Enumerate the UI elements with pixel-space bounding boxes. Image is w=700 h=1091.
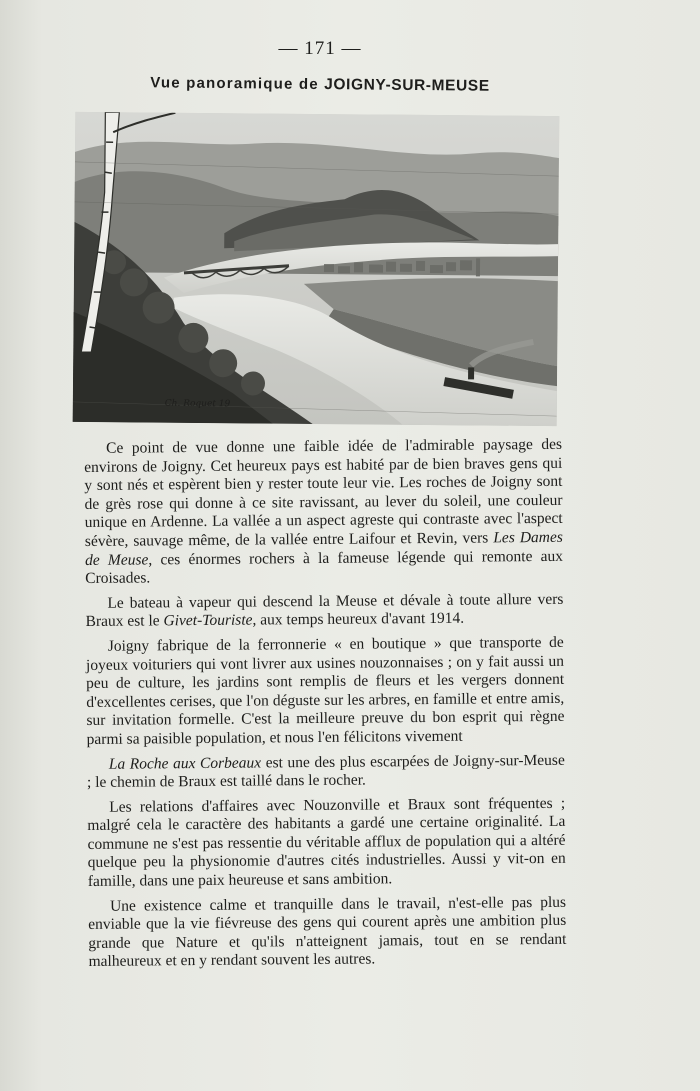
title-prefix: Vue panoramique de <box>150 74 319 93</box>
paragraph-6: Une existence calme et tranquille dans le travail, n'est-elle pas plus enviable que la vie fiévreuse des gens qui courent après une ambition plus grande que Nature et qu'ils n'atteignent jamais, tout en se rendant malheureux et en y rendant souvent les autres. <box>88 893 567 971</box>
page-number: — 171 — <box>278 38 362 59</box>
paragraph-5: Les relations d'affaires avec Nouzonville et Braux sont fréquentes ; malgré cela le caractère des habitants a gardé une certaine originalité. La commune ne s'est pas ressentie du véritable afflux de population qui a altéré quelque peu la physionomie d'autres cités industrielles. Aussi y vit-on en famille, dans une paix heureuse et sans ambition. <box>87 794 566 891</box>
roche-aux-corbeaux: La Roche aux Corbeaux <box>108 753 262 773</box>
article-body <box>84 436 567 978</box>
page-title <box>70 73 570 96</box>
paragraph-2: Le bateau à vapeur qui descend la Meuse et dévale à toute allure vers Braux est le Givet-Touriste, aux temps heureux d'avant 1914. <box>85 590 564 631</box>
paragraph-4: La Roche aux Corbeaux est une des plus escarpées de Joigny-sur-Meuse ; le chemin de Braux est taillé dans le rocher. <box>86 751 565 792</box>
illustration-signature: Ch. Roquet 19 <box>164 398 231 410</box>
paragraph-3: Joigny fabrique de la ferronnerie « en boutique » que transporte de joyeux voituriers qui vont livrer aux usines nouzonnaises ; on y fait aussi un peu de culture, les jardins sont remplis de fleurs et les vergers donnent d'excellentes cerises, que l'on déguste sur les arbres, en famille et entre amis, sur invitation formelle. C'est la meilleure preuve du bon esprit qui règne parmi sa paisible population, et nous l'en félicitons vivement <box>85 633 565 748</box>
panorama-illustration <box>73 112 560 426</box>
panorama-drawing <box>73 112 560 426</box>
title-place: JOIGNY-SUR-MEUSE <box>324 76 490 95</box>
dames-de-meuse: Les Dames de Meuse <box>84 528 563 569</box>
paragraph-1: Ce point de vue donne une faible idée de l'admirable paysage des environs de Joigny. Cet heureux pays est habité par de bien braves gens qui y sont nés et espèrent bien y rester toute leur vie. Les roches de Joigny sont de grès rose qui donne à ce site ravissant, au lever du soleil, une couleur unique en Ardenne. La vallée a un aspect agreste qui contraste avec l'aspect sévère, sauvage même, de la vallée entre Laifour et Revin, vers Les Dames de Meuse, ces énormes rochers à la fameuse légende qui remonte aux Croisades. <box>84 435 564 588</box>
givet-touriste: Givet-Touriste <box>163 611 253 630</box>
